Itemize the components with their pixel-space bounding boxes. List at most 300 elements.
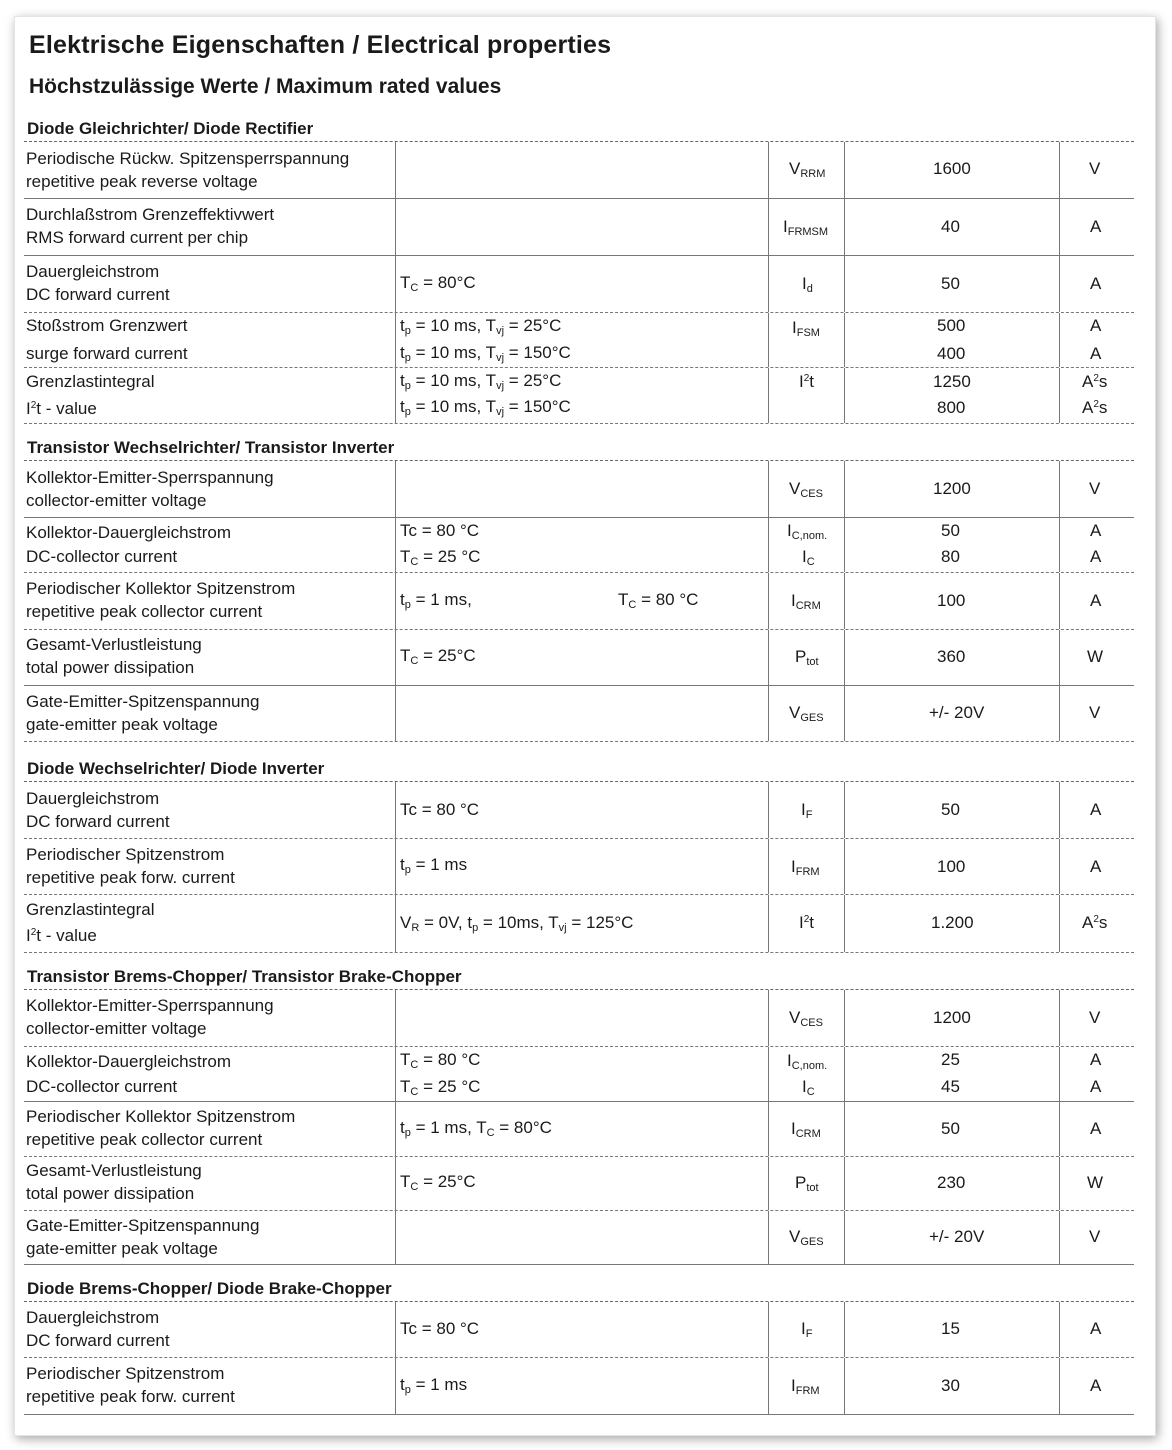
table-cell — [24, 199, 394, 255]
cell-text: = 25 °C — [418, 547, 481, 566]
cell-text: = 150°C — [504, 343, 571, 362]
table-cell — [24, 256, 394, 312]
cell-text: s — [1098, 913, 1108, 932]
table-cell — [1059, 1302, 1135, 1357]
table-cell — [768, 1157, 845, 1210]
table-cell — [395, 990, 769, 1046]
cell-text: A — [1082, 398, 1094, 417]
table-cell — [844, 1157, 1060, 1210]
cell-text: DC forward current — [26, 812, 170, 831]
table-cell — [844, 368, 1060, 423]
cell-text: W — [1087, 1173, 1104, 1192]
table-cell — [844, 990, 1060, 1046]
cell-text: I — [791, 857, 796, 876]
cell-text: I — [802, 1077, 807, 1096]
cell-text: = 1 ms, T — [410, 1118, 487, 1137]
cell-text: Kollektor-Emitter-Sperrspannung — [26, 996, 274, 1015]
cell-text: V — [789, 1008, 801, 1027]
cell-text: = 10 ms, T — [410, 371, 497, 390]
table-cell — [768, 839, 845, 894]
cell-text: A — [1082, 372, 1094, 391]
cell-text: Kollektor-Dauergleichstrom — [26, 523, 232, 542]
cell-text: A — [1090, 800, 1102, 819]
cell-text: = 25°C — [418, 1172, 476, 1191]
cell-text: C — [410, 556, 419, 568]
table-cell — [768, 199, 845, 255]
cell-text: V — [789, 159, 801, 178]
cell-text: = 10 ms, T — [410, 343, 497, 362]
table-row — [24, 895, 1134, 953]
table-row — [24, 1358, 1134, 1415]
table-cell — [395, 313, 769, 367]
cell-text: 2 — [1093, 399, 1099, 410]
cell-text: Kollektor-Emitter-Sperrspannung — [26, 468, 274, 487]
cell-text: RRM — [800, 168, 826, 180]
table-cell — [844, 895, 1060, 952]
cell-text: C — [410, 1181, 419, 1193]
table-cell — [1059, 142, 1135, 198]
cell-text: Durchlaßstrom Grenzeffektivwert — [26, 205, 275, 224]
cell-text: A — [1090, 1050, 1102, 1069]
table-cell — [844, 313, 1060, 367]
table-cell — [1059, 573, 1135, 629]
section-title-transistor-brake-chopper: Transistor Brems-Chopper/ Transistor Brake-Chopper — [27, 967, 462, 986]
cell-text: collector-emitter voltage — [26, 491, 207, 510]
cell-text: t — [400, 1375, 405, 1394]
table-cell — [768, 990, 845, 1046]
cell-text: I — [799, 372, 804, 391]
cell-text: T — [400, 1077, 411, 1096]
cell-text: DC forward current — [26, 1331, 170, 1350]
cell-text: Gesamt-Verlustleistung — [26, 1161, 202, 1180]
cell-text: I — [801, 800, 806, 819]
cell-text: CRM — [795, 600, 821, 612]
cell-text: vj — [496, 325, 505, 337]
cell-text: 2 — [803, 914, 810, 925]
cell-text: V — [789, 479, 801, 498]
cell-text: Periodische Rückw. Spitzensperrspannung — [26, 149, 350, 168]
cell-text: gate-emitter peak voltage — [26, 715, 218, 734]
cell-text: T — [400, 547, 411, 566]
section-title-diode-rectifier: Diode Gleichrichter/ Diode Rectifier — [27, 119, 314, 138]
table-cell — [844, 518, 1060, 572]
table-cell — [1059, 1047, 1135, 1101]
cell-text: = 80 °C — [418, 1050, 481, 1069]
cell-text: d — [806, 283, 813, 295]
table-row — [24, 990, 1134, 1047]
table-cell — [844, 630, 1060, 685]
cell-text: t — [400, 397, 405, 416]
cell-text: t — [400, 855, 405, 874]
table-row — [24, 782, 1134, 839]
cell-text: 30 — [941, 1376, 960, 1395]
cell-text: Periodischer Kollektor Spitzenstrom — [26, 1107, 296, 1126]
table-cell — [768, 461, 845, 517]
table-cell — [24, 461, 394, 517]
table-cell — [395, 1102, 769, 1156]
cell-text: repetitive peak forw. current — [26, 1387, 235, 1406]
table-cell — [24, 518, 394, 572]
cell-text: A — [1090, 521, 1102, 540]
table-cell — [844, 686, 1060, 741]
page-subtitle: Höchstzulässige Werte / Maximum rated values — [29, 75, 502, 98]
table-cell — [844, 142, 1060, 198]
table-row — [24, 142, 1134, 199]
cell-text: 400 — [937, 344, 966, 363]
datasheet-page — [14, 16, 1156, 1436]
table-row — [24, 1047, 1134, 1102]
cell-text: C — [410, 1086, 419, 1098]
table-cell — [395, 518, 769, 572]
table-cell — [395, 686, 769, 741]
cell-text: A — [1090, 344, 1102, 363]
table-cell — [395, 461, 769, 517]
cell-text: 15 — [941, 1319, 960, 1338]
cell-text: Gate-Emitter-Spitzenspannung — [26, 692, 260, 711]
cell-text: A — [1090, 274, 1102, 293]
table-cell — [1059, 1157, 1135, 1210]
cell-text: repetitive peak collector current — [26, 602, 263, 621]
cell-text: A — [1090, 1119, 1102, 1138]
table-cell — [1059, 256, 1135, 312]
table-cell — [768, 1047, 845, 1101]
cell-text: Periodischer Kollektor Spitzenstrom — [26, 579, 296, 598]
table-cell — [395, 368, 769, 423]
cell-text: surge forward current — [26, 344, 188, 363]
cell-text: F — [805, 1328, 813, 1340]
cell-text: I — [791, 591, 796, 610]
cell-text: C,nom. — [791, 1060, 828, 1072]
cell-text: 80 — [941, 547, 960, 566]
cell-text: p — [404, 352, 411, 364]
table-cell — [395, 1157, 769, 1210]
table-cell — [768, 1302, 845, 1357]
cell-text: 1.200 — [931, 913, 974, 932]
table-row — [24, 199, 1134, 256]
cell-text: Tc = 80 °C — [400, 1319, 480, 1338]
cell-text: = 25°C — [504, 371, 562, 390]
cell-text: DC-collector current — [26, 547, 178, 566]
table-cell — [768, 630, 845, 685]
cell-text: 230 — [937, 1173, 966, 1192]
table-cell — [1059, 368, 1135, 423]
cell-text: = 80°C — [494, 1118, 552, 1137]
table-cell — [1059, 895, 1135, 952]
cell-text: V — [1089, 479, 1101, 498]
cell-text: Gate-Emitter-Spitzenspannung — [26, 1216, 260, 1235]
cell-text: T — [400, 1050, 411, 1069]
cell-text: p — [404, 599, 411, 611]
cell-text: I — [799, 913, 804, 932]
table-row — [24, 368, 1134, 424]
cell-text: +/- 20V — [929, 1227, 985, 1246]
cell-text: CRM — [795, 1128, 821, 1140]
table-cell — [1059, 686, 1135, 741]
table-row — [24, 461, 1134, 518]
cell-text: I — [792, 318, 797, 337]
cell-text: total power dissipation — [26, 658, 195, 677]
table-cell — [1059, 199, 1135, 255]
cell-text: = 80°C — [418, 273, 476, 292]
cell-text: 1200 — [933, 1008, 971, 1027]
cell-text: 100 — [937, 591, 966, 610]
cell-text: t — [400, 590, 405, 609]
cell-text: repetitive peak collector current — [26, 1130, 263, 1149]
cell-text: = 125°C — [566, 913, 634, 932]
cell-text: FRM — [795, 866, 820, 878]
table-cell — [768, 1358, 845, 1414]
cell-text: P — [795, 1173, 807, 1192]
table-cell — [768, 313, 845, 367]
cell-text: tot — [806, 1182, 819, 1194]
cell-text: CES — [800, 488, 823, 500]
table-cell — [844, 199, 1060, 255]
cell-text: tot — [806, 656, 819, 668]
table-cell — [1059, 630, 1135, 685]
table-cell — [1059, 313, 1135, 367]
table-row — [24, 1157, 1134, 1211]
table-cell — [768, 518, 845, 572]
table-cell — [24, 630, 394, 685]
table-cell — [844, 1358, 1060, 1414]
cell-text: R — [411, 922, 420, 934]
cell-text: 2 — [30, 927, 37, 938]
cell-text: = 1 ms — [410, 855, 468, 874]
table-cell — [395, 256, 769, 312]
cell-text: s — [1098, 372, 1108, 391]
cell-text: 360 — [937, 647, 966, 666]
table-cell — [395, 1047, 769, 1101]
cell-text: = 25°C — [504, 316, 562, 335]
cell-text: A — [1090, 1319, 1102, 1338]
cell-text: p — [404, 1384, 411, 1396]
cell-text: Periodischer Spitzenstrom — [26, 1364, 225, 1383]
cell-text: I — [26, 926, 31, 945]
cell-text: Gesamt-Verlustleistung — [26, 635, 202, 654]
cell-text: = 0V, t — [419, 913, 473, 932]
cell-text: DC forward current — [26, 285, 170, 304]
table-cell — [24, 895, 394, 952]
table-cell — [24, 1211, 394, 1264]
table-cell — [24, 1047, 394, 1101]
cell-text: Tc = 80 °C — [400, 800, 480, 819]
cell-text: V — [1089, 703, 1101, 722]
cell-text: FRMSM — [787, 226, 829, 238]
cell-text: V — [1089, 1227, 1101, 1246]
cell-text: 2 — [803, 373, 810, 384]
cell-text: Grenzlastintegral — [26, 900, 155, 919]
table-row — [24, 1302, 1134, 1358]
cell-text: t - value — [36, 399, 97, 418]
table-cell — [1059, 518, 1135, 572]
table-cell — [1059, 839, 1135, 894]
cell-text: FRM — [795, 1385, 820, 1397]
cell-text: p — [404, 325, 411, 337]
cell-text: I — [802, 274, 807, 293]
cell-text: vj — [496, 352, 505, 364]
cell-text: +/- 20V — [929, 703, 985, 722]
cell-text: V — [1089, 1008, 1101, 1027]
cell-text: F — [805, 809, 813, 821]
table-cell — [844, 839, 1060, 894]
cell-text: vj — [558, 922, 567, 934]
cell-text: I — [801, 1319, 806, 1338]
cell-text: p — [472, 922, 479, 934]
cell-text: V — [789, 1227, 801, 1246]
cell-text: p — [404, 864, 411, 876]
cell-text: FSM — [796, 327, 820, 339]
cell-text: 40 — [941, 217, 960, 236]
cell-text: t — [400, 316, 405, 335]
table-cell — [24, 1358, 394, 1414]
cell-text: repetitive peak reverse voltage — [26, 172, 258, 191]
page-title: Elektrische Eigenschaften / Electrical properties — [29, 31, 612, 59]
table-cell — [395, 199, 769, 255]
table-cell — [1059, 1102, 1135, 1156]
cell-text: C,nom. — [791, 530, 828, 542]
table-cell — [768, 142, 845, 198]
cell-text: 1250 — [933, 372, 971, 391]
table-row — [24, 256, 1134, 313]
cell-text: A — [1090, 1376, 1102, 1395]
table-cell — [768, 573, 845, 629]
cell-text: t — [809, 913, 815, 932]
cell-text: p — [404, 380, 411, 392]
cell-text: Dauergleichstrom — [26, 262, 160, 281]
cell-text: s — [1098, 398, 1108, 417]
cell-text: I — [802, 547, 807, 566]
table-cell — [24, 1302, 394, 1357]
cell-text: 50 — [941, 1119, 960, 1138]
cell-text: Kollektor-Dauergleichstrom — [26, 1052, 232, 1071]
cell-text: 500 — [937, 316, 966, 335]
cell-text: = 80 °C — [636, 590, 699, 609]
cell-text: 50 — [941, 274, 960, 293]
table-cell — [844, 573, 1060, 629]
table-cell — [1059, 1211, 1135, 1264]
table-cell — [768, 782, 845, 838]
cell-text: = 10 ms, T — [410, 397, 497, 416]
cell-text: 100 — [937, 857, 966, 876]
cell-text: t — [400, 343, 405, 362]
cell-text: Periodischer Spitzenstrom — [26, 845, 225, 864]
table-cell — [395, 1211, 769, 1264]
cell-text: t - value — [36, 926, 97, 945]
cell-text: vj — [496, 406, 505, 418]
cell-text: Dauergleichstrom — [26, 1308, 160, 1327]
table-cell — [395, 1358, 769, 1414]
cell-text: collector-emitter voltage — [26, 1019, 207, 1038]
table-cell — [24, 573, 394, 629]
table-row — [24, 518, 1134, 573]
cell-text: 2 — [1093, 914, 1099, 925]
section-title-diode-brake-chopper: Diode Brems-Chopper/ Diode Brake-Chopper — [27, 1279, 392, 1298]
cell-text: I — [26, 399, 31, 418]
table-cell — [395, 839, 769, 894]
table-cell — [1059, 461, 1135, 517]
cell-text: repetitive peak forw. current — [26, 868, 235, 887]
cell-text: Dauergleichstrom — [26, 789, 160, 808]
cell-text: V — [1089, 159, 1101, 178]
cell-text: T — [618, 590, 629, 609]
table-cell — [768, 256, 845, 312]
cell-text: 50 — [941, 800, 960, 819]
cell-text: W — [1087, 647, 1104, 666]
table-cell — [24, 839, 394, 894]
cell-text: A — [1090, 316, 1102, 335]
table-cell — [768, 368, 845, 423]
table-cell — [844, 782, 1060, 838]
cell-text: C — [628, 599, 637, 611]
cell-text: P — [795, 647, 807, 666]
table-cell — [768, 895, 845, 952]
cell-text: GES — [800, 1236, 824, 1248]
cell-text: C — [410, 282, 419, 294]
table-cell — [844, 1211, 1060, 1264]
cell-text: 1200 — [933, 479, 971, 498]
cell-text: vj — [496, 380, 505, 392]
table-cell — [395, 573, 769, 629]
table-cell — [24, 990, 394, 1046]
cell-text: gate-emitter peak voltage — [26, 1239, 218, 1258]
table-cell — [24, 1102, 394, 1156]
cell-text: 1600 — [933, 159, 971, 178]
cell-text: C — [806, 1086, 815, 1098]
cell-text: V — [400, 913, 412, 932]
table-cell — [24, 368, 394, 423]
table-row — [24, 630, 1134, 686]
cell-text: total power dissipation — [26, 1184, 195, 1203]
cell-text: 2 — [30, 400, 37, 411]
cell-text: = 1 ms, — [410, 590, 472, 609]
cell-text: = 10 ms, T — [410, 316, 497, 335]
cell-text: A — [1090, 591, 1102, 610]
cell-text: = 25 °C — [418, 1077, 481, 1096]
cell-text: t — [809, 372, 815, 391]
table-row — [24, 313, 1134, 368]
cell-text: Stoßstrom Grenzwert — [26, 316, 188, 335]
cell-text: I — [791, 1376, 796, 1395]
table-cell — [395, 782, 769, 838]
cell-text: 45 — [941, 1077, 960, 1096]
cell-text: I — [787, 521, 792, 540]
cell-text: t — [400, 1118, 405, 1137]
cell-text: 800 — [937, 398, 966, 417]
cell-text: T — [400, 1172, 411, 1191]
cell-text: DC-collector current — [26, 1077, 178, 1096]
table-cell — [395, 895, 769, 952]
table-cell — [768, 686, 845, 741]
table-cell — [24, 313, 394, 367]
cell-text: GES — [800, 712, 824, 724]
table-cell — [768, 1102, 845, 1156]
cell-text: T — [400, 646, 411, 665]
table-cell — [395, 1302, 769, 1357]
cell-text: C — [410, 1059, 419, 1071]
cell-text: I — [783, 217, 788, 236]
table-cell — [844, 1302, 1060, 1357]
cell-text: 2 — [1093, 373, 1099, 384]
cell-text: T — [400, 273, 411, 292]
cell-text: C — [486, 1127, 495, 1139]
cell-text: p — [404, 1127, 411, 1139]
table-row — [24, 1102, 1134, 1157]
cell-text: RMS forward current per chip — [26, 228, 249, 247]
table-row — [24, 686, 1134, 742]
cell-text: 25 — [941, 1050, 960, 1069]
cell-text: Tc = 80 °C — [400, 521, 480, 540]
cell-text: V — [789, 703, 801, 722]
